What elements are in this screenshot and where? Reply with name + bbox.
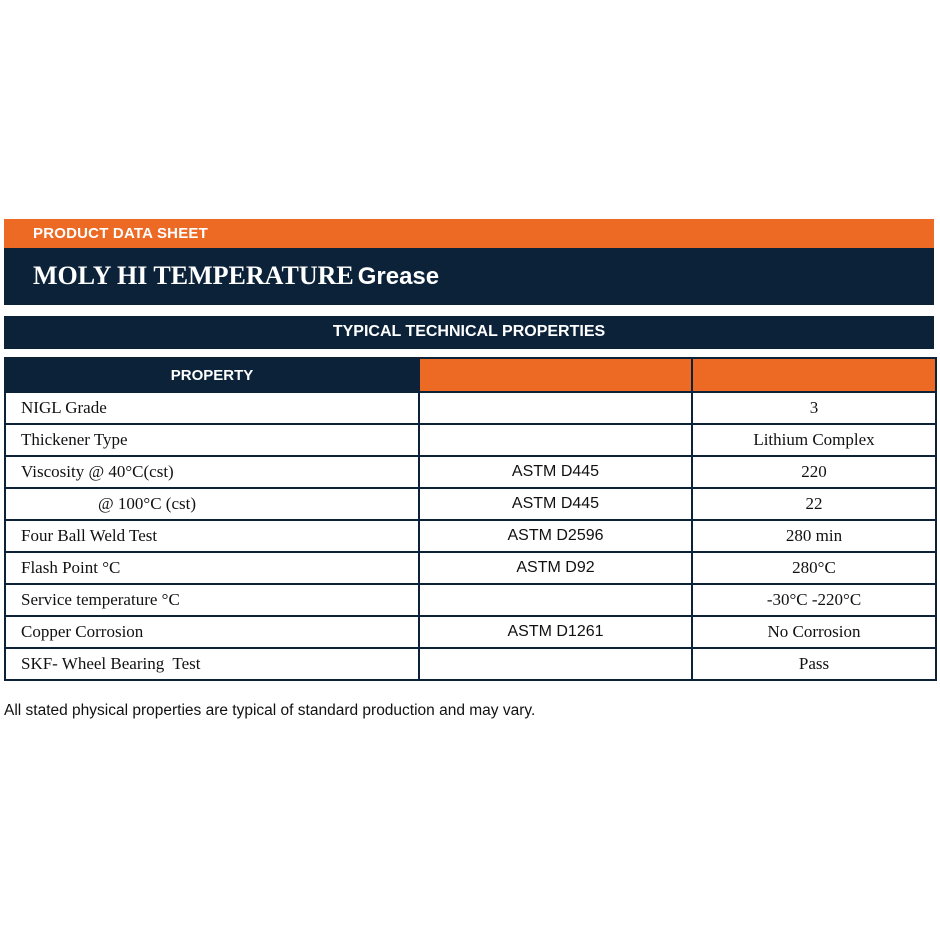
- method-cell: ASTM D2596: [419, 520, 692, 552]
- table-row: [5, 552, 936, 584]
- method-cell: [419, 392, 692, 424]
- value-cell: Lithium Complex: [692, 424, 936, 456]
- method-cell: ASTM D445: [419, 488, 692, 520]
- section-banner: [4, 316, 934, 349]
- category-label: PRODUCT DATA SHEET: [33, 225, 208, 242]
- table-row: [5, 648, 936, 680]
- property-cell: NIGL Grade: [5, 392, 419, 424]
- value-cell: -30°C -220°C: [692, 584, 936, 616]
- property-cell: Copper Corrosion: [5, 616, 419, 648]
- value-cell: Pass: [692, 648, 936, 680]
- property-cell: Flash Point °C: [5, 552, 419, 584]
- value-cell: 220: [692, 456, 936, 488]
- value-cell: 280 min: [692, 520, 936, 552]
- table-row: [5, 520, 936, 552]
- method-cell: [419, 648, 692, 680]
- category-banner: [4, 219, 934, 248]
- value-cell: 280°C: [692, 552, 936, 584]
- property-cell: Four Ball Weld Test: [5, 520, 419, 552]
- product-name-main: MOLY HI TEMPERATURE: [33, 261, 354, 290]
- header-property: PROPERTY: [5, 358, 419, 392]
- property-cell: @ 100°C (cst): [5, 488, 419, 520]
- method-cell: [419, 584, 692, 616]
- table-row: [5, 392, 936, 424]
- method-cell: ASTM D1261: [419, 616, 692, 648]
- product-title: [33, 261, 439, 291]
- table-row: [5, 616, 936, 648]
- method-cell: ASTM D92: [419, 552, 692, 584]
- section-title: TYPICAL TECHNICAL PROPERTIES: [332, 323, 606, 340]
- value-cell: No Corrosion: [692, 616, 936, 648]
- properties-table: [4, 357, 937, 681]
- product-name-suffix: Grease: [357, 263, 440, 290]
- property-cell: Viscosity @ 40°C(cst): [5, 456, 419, 488]
- table-row: [5, 488, 936, 520]
- table-row: [5, 456, 936, 488]
- property-cell: SKF- Wheel Bearing Test: [5, 648, 419, 680]
- table-row: [5, 424, 936, 456]
- property-cell: Service temperature °C: [5, 584, 419, 616]
- header-typical-value: [692, 358, 936, 392]
- value-cell: 22: [692, 488, 936, 520]
- method-cell: ASTM D445: [419, 456, 692, 488]
- property-cell: Thickener Type: [5, 424, 419, 456]
- method-cell: [419, 424, 692, 456]
- table-header-row: [5, 358, 936, 392]
- value-cell: 3: [692, 392, 936, 424]
- footnote: All stated physical properties are typical of standard production and may vary.: [4, 702, 536, 719]
- header-test-method: [419, 358, 692, 392]
- title-banner: [4, 248, 934, 305]
- table-row: [5, 584, 936, 616]
